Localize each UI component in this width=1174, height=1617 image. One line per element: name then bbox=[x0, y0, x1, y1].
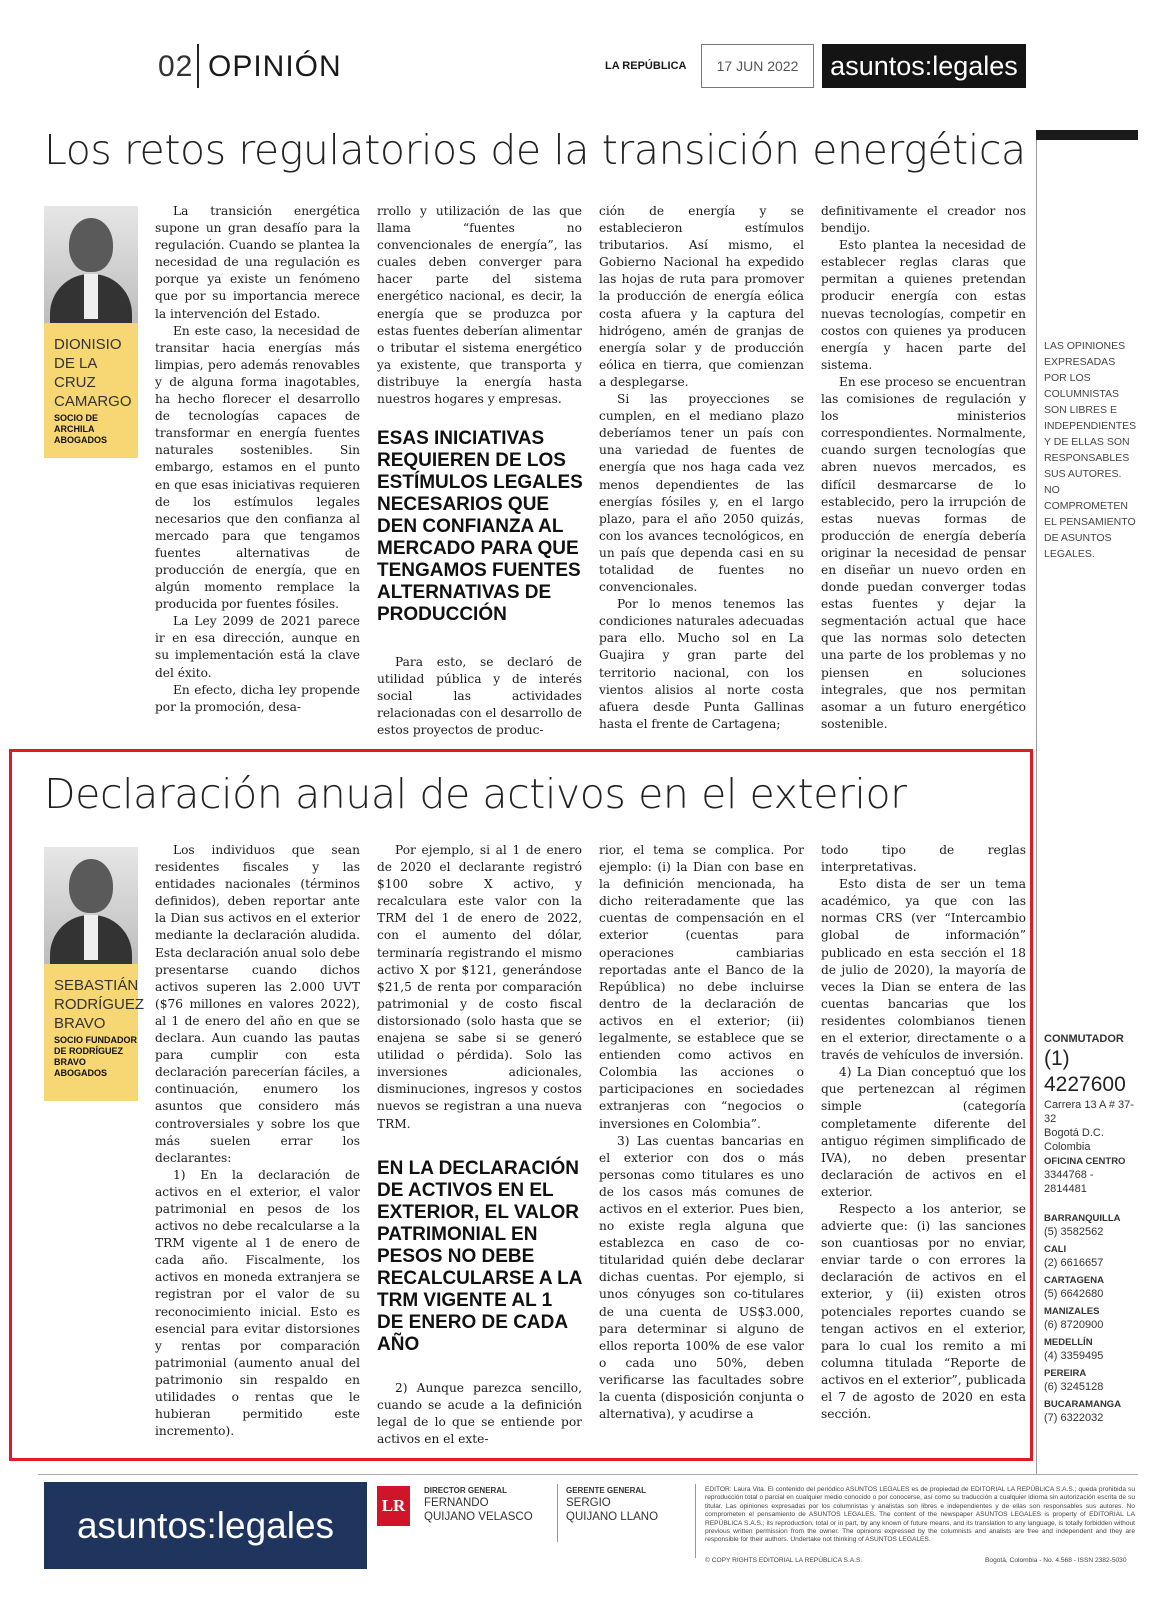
manager-name: SERGIO bbox=[566, 1497, 611, 1509]
office-phones: 3344768 - 2814481 bbox=[1044, 1169, 1094, 1195]
paragraph: definitivamente el creador nos bendijo. bbox=[821, 204, 1026, 236]
paragraph: En efecto, dicha ley propende por la promoción, desa- bbox=[155, 682, 360, 714]
article-column-2 bbox=[377, 203, 582, 408]
paragraph: La transición energética supone un gran desafío para la regulación. Cuando se plantea la necesidad de una regulación es porque ya existe un fenómeno que por su importancia merece la intervención del Estado. bbox=[155, 204, 360, 321]
lr-logo-icon: LR bbox=[377, 1486, 410, 1526]
director-label: DIRECTOR GENERAL bbox=[424, 1486, 507, 1495]
pull-quote: ESAS INICIATIVAS REQUIEREN DE LOS ESTÍMULOS LEGALES NECESARIOS QUE DEN CONFIANZA AL MERCADO PARA QUE TENGAMOS FUENTES ALTERNATIVAS DE PRODUCCIÓN bbox=[377, 428, 583, 625]
header-divider bbox=[197, 44, 199, 88]
city-name: CARTAGENA bbox=[1044, 1275, 1104, 1286]
contact-block bbox=[1044, 1032, 1138, 1425]
sidebar-disclaimer: LAS OPINIONES EXPRESADAS POR LOS COLUMNISTAS SON LIBRES E INDEPENDIENTES Y DE ELLAS SON RESPONSABLES SUS AUTORES. NO COMPROMETEN EL PENSAMIENTO DE ASUNTOS LEGALES. bbox=[1044, 340, 1137, 560]
paragraph: En ese proceso se encuentran las comisiones de regulación y los ministerios correspondientes. Normalmente, cuando surgen tecnologías que abren nuevos mercados, es difícil desmarcarse de lo establecido, pero la irrupción de estas nuevas formas de producción de energía debería originar la necesidad de pensar en diseñar un nuevo orden en donde puedan converger todas estas fuentes y dejar la segmentación actual que hace que las normas solo detecten una parte de los problemas y no piensen en soluciones integrales, que nos permitan asomar a un futuro energético sostenible. bbox=[821, 374, 1026, 731]
paragraph: Esto plantea la necesidad de establecer reglas claras que permitan a quienes pretendan producir energía con estas nuevas tecnologías, competir en costos con quienes ya producen energía y hacen parte del sistema. bbox=[821, 238, 1026, 372]
director-credit bbox=[424, 1486, 554, 1524]
article-column-4 bbox=[821, 842, 1026, 1423]
paragraph: Si las proyecciones se cumplen, en el mediano plazo deberíamos tener un país con una variedad de fuentes de energía que nos haga cada vez menos dependientes de las energías fósiles y, en el largo plazo, para el año 2050 quizás, con los avances tecnológicos, en un país que dependa casi en su totalidad de fuentes no convencionales. bbox=[599, 392, 804, 595]
article-column-4 bbox=[821, 203, 1026, 733]
paragraph: 4) La Dian conceptuó que los que pertenezcan al régimen simple (categoría completamente diferente del antiguo régimen simplificado de IVA), no deben presentar declaración de activos en el exterior. bbox=[821, 1065, 1026, 1199]
article-column-3 bbox=[599, 842, 804, 1423]
city-name: MANIZALES bbox=[1044, 1306, 1100, 1317]
author-role: SOCIO DE ARCHILA ABOGADOS bbox=[54, 413, 108, 445]
switchboard-label: CONMUTADOR bbox=[1044, 1033, 1124, 1045]
address-line: Colombia bbox=[1044, 1141, 1091, 1153]
city-phone: (5) 6642680 bbox=[1044, 1288, 1104, 1300]
footer-separator bbox=[557, 1484, 558, 1542]
city-name: MEDELLÍN bbox=[1044, 1337, 1093, 1348]
header-brand-logo: asuntos:legales bbox=[822, 44, 1026, 88]
author-name: DIONISIO DE LA CRUZ CAMARGO bbox=[54, 336, 132, 410]
article-column-2-bottom bbox=[377, 654, 582, 739]
city-phone: (2) 6616657 bbox=[1044, 1257, 1104, 1269]
paragraph: La Ley 2099 de 2021 parece ir en esa dirección, aunque en su implementación está la clave del éxito. bbox=[155, 614, 360, 680]
manager-credit bbox=[566, 1486, 686, 1524]
paragraph: Respecto a los anterior, se advierte que: (i) las sanciones son cuantiosas por no enviar, enviar tarde o con errores la declaración de activos en el exterior, y (ii) existen otros potenciales reportes cuando se tengan activos en el exterior, para lo cual los remito a mi columna titulada “Reporte de activos en el exterior”, publicada el 7 de agosto de 2020 en esta sección. bbox=[821, 1201, 1026, 1422]
paragraph: rior, el tema se complica. Por ejemplo: (i) la Dian con base en la definición mencionada, ha dicho reiteradamente que las cuentas de compensación en el exterior (cuentas para operaciones cambiarias reportadas ante el Banco de la República) no debe incluirse dentro de la declaración de activos en el exterior; (ii) legalmente, se establece que se entienden como activos en Colombia las acciones o participaciones en sociedades extranjeras con “negocios o inversiones en Colombia”. bbox=[599, 843, 804, 1131]
paragraph: Los individuos que sean residentes fiscales y las entidades nacionales (términos definidos), deben reportar ante la Dian sus activos en el exterior mediante la declaración aludida. Esta declaración anual solo debe presentarse cuando dichos activos superen las 2.000 UVT ($76 millones en valores 2022), al 1 de enero del año en que se declara. Aun cuando las pautas para cumplir con esta declaración parecerían fáciles, a continuación, enumero los asuntos que considero más controversiales y sobre los que más suelen errar los declarantes: bbox=[155, 843, 360, 1165]
director-name: QUIJANO VELASCO bbox=[424, 1511, 533, 1523]
director-name: FERNANDO bbox=[424, 1497, 489, 1509]
legal-notice: EDITOR: Laura Vita. El contenido del periódico ASUNTOS LEGALES es de propiedad de EDITORIAL LA REPÚBLICA S.A.S.; queda prohibida su reproducción total o parcial en cualquier medio conocido o por conocerse, así como su traducción a cualquier idioma sin autorización escrita de su titular. Las opiniones expresadas por los columnistas y analistas son libres e independientes y de ellas son responsables sus autores. No comprometen el pensamiento de ASUNTOS LEGALES. The content of the newspaper ASUNTOS LEGALES is property of EDITORIAL LA REPÚBLICA S.A.S.; its reproduction, total or in part, by any known of future means, and its translation to any language, is totally forbidden without previous written permission from the owner. The opinions expressed by the columnists and analists are free and independent and they are responsible for their authors. Undertake not thinking of ASUNTOS LEGALES. bbox=[705, 1486, 1135, 1544]
paragraph: 3) Las cuentas bancarias en el exterior con dos o más personas como titulares es uno de los casos más comunes de activos en el exterior. Pues bien, no existe regla alguna que establezca en caso de co-titularidad quién debe declarar dichas cuentas. Por ejemplo, si unos cónyuges son co-titulares de una cuenta de US$3.000, para determinar si alguno de ellos reporta 100% de ese valor o cada uno 50%, deben verificarse las facultades sobre la cuenta (disposición conjunta o alternativa), y acudirse a bbox=[599, 1133, 804, 1422]
author-role: SOCIO FUNDADOR DE RODRÍGUEZ BRAVO ABOGADOS bbox=[54, 1035, 137, 1078]
author-photo bbox=[44, 847, 138, 964]
page-number: 02 bbox=[158, 50, 194, 83]
city-phone: (7) 6322032 bbox=[1044, 1412, 1104, 1424]
paragraph: Esto dista de ser un tema académico, ya que con las normas CRS (ver “Intercambio global de información” publicado en esta sección el 18 de julio de 2020), la mayoría de veces la Dian se entera de las cuentas bancarias que los residentes colombianos tienen en el exterior, directamente o a través de vehículos de inversión. bbox=[821, 877, 1026, 1063]
issue-date: 17 JUN 2022 bbox=[701, 44, 814, 88]
issn: Bogotá, Colombia - No. 4.568 - ISSN 2382-5030 bbox=[985, 1557, 1127, 1564]
city-phone: (4) 3359495 bbox=[1044, 1350, 1104, 1362]
publication-name: LA REPÚBLICA bbox=[605, 60, 687, 72]
city-phone: (6) 8720900 bbox=[1044, 1319, 1104, 1331]
author-card bbox=[44, 847, 144, 1101]
paragraph: En este caso, la necesidad de transitar hacia energías más limpias, pero además renovables y de alguna forma inagotables, ha hecho florecer el desarrollo de tecnologías capaces de transformar en energía fuentes naturales sostenibles. Sin embargo, estamos en el punto en que esas iniciativas requieren de los estímulos legales necesarios que den confianza al mercado para que tengamos fuentes alternativas de producción de energía, que en algún momento remplace la producida por fuentes fósiles. bbox=[155, 323, 360, 612]
pull-quote: EN LA DECLARACIÓN DE ACTIVOS EN EL EXTERIOR, EL VALOR PATRIMONIAL EN PESOS NO DEBE RECALCULARSE A LA TRM VIGENTE AL 1 DE ENERO DE CADA AÑO bbox=[377, 1158, 582, 1355]
paragraph: todo tipo de reglas interpretativas. bbox=[821, 843, 1026, 875]
author-photo bbox=[44, 206, 138, 323]
author-card bbox=[44, 206, 138, 458]
article-title: Los retos regulatorios de la transición energética bbox=[44, 126, 1026, 174]
article-column-3 bbox=[599, 203, 804, 733]
article-column-1 bbox=[155, 203, 360, 716]
paragraph: Por lo menos tenemos las condiciones naturales adecuadas para ello. Mucho sol en La Guajira y gran parte del territorio nacional, con los vientos alisios al norte costa afuera desde Punta Gallinas hasta el frente de Cartagena; bbox=[599, 597, 804, 731]
paragraph: ción de energía y se establecieron estímulos tributarios. Así mismo, el Gobierno Nacional ha expedido las hojas de ruta para promover la producción de energía eólica costa afuera y la captura del hidrógeno, amén de granjas de energía solar y de producción eólica en tierra, que comienzan a desplegarse. bbox=[599, 204, 804, 389]
article-column-2 bbox=[377, 842, 582, 1133]
article-column-1 bbox=[155, 842, 360, 1440]
sidebar-top-bar bbox=[1036, 130, 1138, 140]
paragraph: 1) En la declaración de activos en el exterior, el valor patrimonial en pesos de los activos no debe recalcularse a la TRM vigente al 1 de enero de cada año. Fiscalmente, los activos en moneda extranjera se registran por el valor de su reconocimiento inicial. Esto es esencial para evitar distorsiones y rentas por comparación patrimonial (aumento anual del patrimonio sin respaldo en utilidades o rentas que le hubieran permitido este incremento). bbox=[155, 1167, 360, 1439]
switchboard-phone: (1) 4227600 bbox=[1044, 1047, 1126, 1096]
author-name: SEBASTIÁN RODRÍGUEZ BRAVO bbox=[54, 977, 144, 1032]
address-line: Bogotá D.C. bbox=[1044, 1127, 1104, 1139]
article-column-2-bottom bbox=[377, 1380, 582, 1448]
paragraph: rrollo y utilización de las que llama “fuentes no convencionales de energía”, las cuales deben converger para hacer parte del sistema energético nacional, es decir, la energía que se produzca por estas fuentes deberían alimentar o tributar el sistema energético ya existente, que transporta y distribuye la energía hasta nuestros hogares y empresas. bbox=[377, 204, 582, 407]
city-phone: (5) 3582562 bbox=[1044, 1226, 1104, 1238]
article-title: Declaración anual de activos en el exterior bbox=[44, 770, 907, 818]
manager-label: GERENTE GENERAL bbox=[566, 1486, 647, 1495]
city-name: CALI bbox=[1044, 1244, 1067, 1255]
paragraph: Por ejemplo, si al 1 de enero de 2020 el declarante registró $100 sobre X activo, y recalculara este valor con la TRM del 1 de enero de 2022, con el aumento del dólar, terminaría registrando el mismo activo X por $121, generándose $21,5 de renta por comparación patrimonial y de costo fiscal distorsionado (solo hasta que se enajena se sabe si se generó utilidad o pérdida). Solo las inversiones adicionales, disminuciones, ingresos y costos nuevos se registran a una nueva TRM. bbox=[377, 843, 582, 1131]
city-name: BARRANQUILLA bbox=[1044, 1213, 1121, 1224]
paragraph: 2) Aunque parezca sencillo, cuando se acude a la definición legal de lo que se entiende por activos en el exte- bbox=[377, 1381, 582, 1447]
footer-divider bbox=[38, 1474, 1138, 1475]
office-label: OFICINA CENTRO bbox=[1044, 1156, 1126, 1167]
city-phone: (6) 3245128 bbox=[1044, 1381, 1104, 1393]
copyright: © COPY RIGHTS EDITORIAL LA REPÚBLICA S.A.S. bbox=[705, 1557, 863, 1564]
footer-separator bbox=[695, 1484, 696, 1558]
paragraph: Para esto, se declaró de utilidad pública y de interés social las actividades relacionadas con el desarrollo de estos proyectos de produc- bbox=[377, 655, 582, 738]
city-name: PEREIRA bbox=[1044, 1368, 1087, 1379]
city-name: BUCARAMANGA bbox=[1044, 1399, 1122, 1410]
manager-name: QUIJANO LLANO bbox=[566, 1511, 659, 1523]
sidebar-divider bbox=[1036, 140, 1037, 1475]
address-line: Carrera 13 A # 37-32 bbox=[1044, 1099, 1134, 1125]
footer-brand-logo: asuntos:legales bbox=[44, 1482, 367, 1569]
section-title: OPINIÓN bbox=[208, 50, 342, 83]
